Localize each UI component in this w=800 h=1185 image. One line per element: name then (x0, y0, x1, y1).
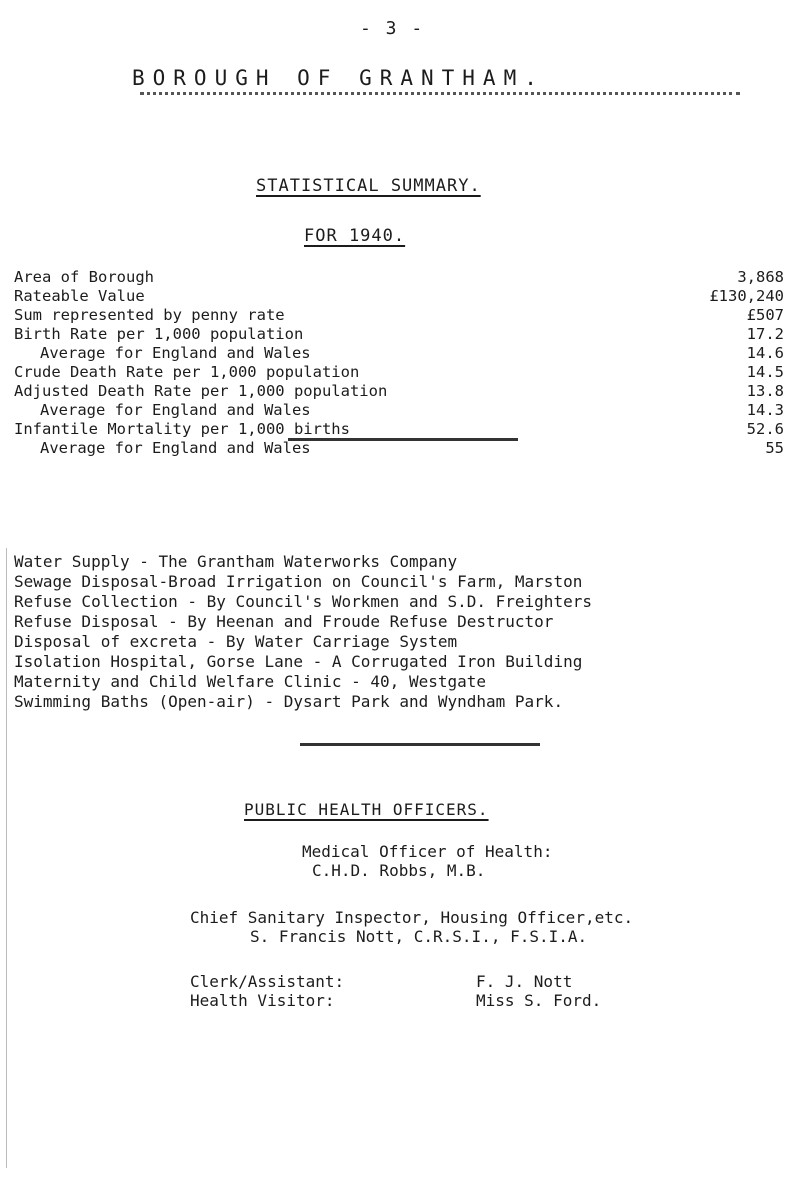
statistic-value: 17.2 (746, 325, 784, 343)
service-line: Water Supply - The Grantham Waterworks Company (14, 552, 458, 571)
statistic-value: 14.6 (746, 344, 784, 362)
statistic-value: £507 (746, 306, 784, 324)
statistic-row (14, 420, 784, 439)
statistic-value: 55 (765, 439, 784, 457)
page-number: - 3 - (360, 18, 425, 39)
officers-heading: PUBLIC HEALTH OFFICERS. (244, 800, 489, 819)
section-rule (300, 743, 540, 746)
statistic-label: Average for England and Wales (40, 439, 311, 457)
statistic-value: 13.8 (746, 382, 784, 400)
service-line: Refuse Disposal - By Heenan and Froude Refuse Destructor (14, 612, 554, 631)
statistic-row (14, 363, 784, 382)
statistic-label: Rateable Value (14, 287, 145, 305)
statistic-value: 14.5 (746, 363, 784, 381)
service-line: Disposal of excreta - By Water Carriage System (14, 632, 458, 651)
statistic-label: Adjusted Death Rate per 1,000 population (14, 382, 388, 400)
clerk-name: F. J. Nott (476, 972, 573, 991)
services-list (14, 552, 794, 712)
statistic-row (14, 287, 784, 306)
statistic-value: 14.3 (746, 401, 784, 419)
statistic-row (14, 306, 784, 325)
section-rule (288, 438, 518, 441)
moh-name: C.H.D. Robbs, M.B. (312, 861, 486, 880)
statistics-table (14, 268, 784, 458)
statistic-row (14, 401, 784, 420)
title-dotted-rule (140, 92, 740, 101)
statistic-row (14, 268, 784, 287)
service-line: Sewage Disposal-Broad Irrigation on Council's Farm, Marston (14, 572, 583, 591)
margin-line (6, 548, 7, 1168)
statistic-value: 52.6 (746, 420, 784, 438)
service-line: Maternity and Child Welfare Clinic - 40, Westgate (14, 672, 487, 691)
statistic-label: Sum represented by penny rate (14, 306, 285, 324)
statistic-label: Crude Death Rate per 1,000 population (14, 363, 360, 381)
statistic-label: Infantile Mortality per 1,000 births (14, 420, 350, 438)
statistic-row (14, 382, 784, 401)
statistic-label: Birth Rate per 1,000 population (14, 325, 304, 343)
statistic-label: Average for England and Wales (40, 401, 311, 419)
clerk-label: Clerk/Assistant: (190, 972, 345, 991)
statistic-label: Area of Borough (14, 268, 154, 286)
moh-title: Medical Officer of Health: (302, 842, 553, 861)
statistic-value: 3,868 (737, 268, 784, 286)
statistic-row (14, 439, 784, 458)
year-heading: FOR 1940. (304, 226, 406, 246)
csi-title: Chief Sanitary Inspector, Housing Officer,etc. (190, 908, 634, 927)
statistic-label: Average for England and Wales (40, 344, 311, 362)
service-line: Isolation Hospital, Gorse Lane - A Corrugated Iron Building (14, 652, 583, 671)
statistic-value: £130,240 (709, 287, 784, 305)
service-line: Refuse Collection - By Council's Workmen and S.D. Freighters (14, 592, 592, 611)
csi-name: S. Francis Nott, C.R.S.I., F.S.I.A. (250, 927, 588, 946)
document-title: BOROUGH OF GRANTHAM. (132, 66, 545, 90)
health-visitor-label: Health Visitor: (190, 991, 335, 1010)
service-line: Swimming Baths (Open-air) - Dysart Park and Wyndham Park. (14, 692, 564, 711)
statistic-row (14, 325, 784, 344)
health-visitor-name: Miss S. Ford. (476, 991, 602, 1010)
statistical-summary-heading: STATISTICAL SUMMARY. (256, 176, 481, 196)
statistic-row (14, 344, 784, 363)
